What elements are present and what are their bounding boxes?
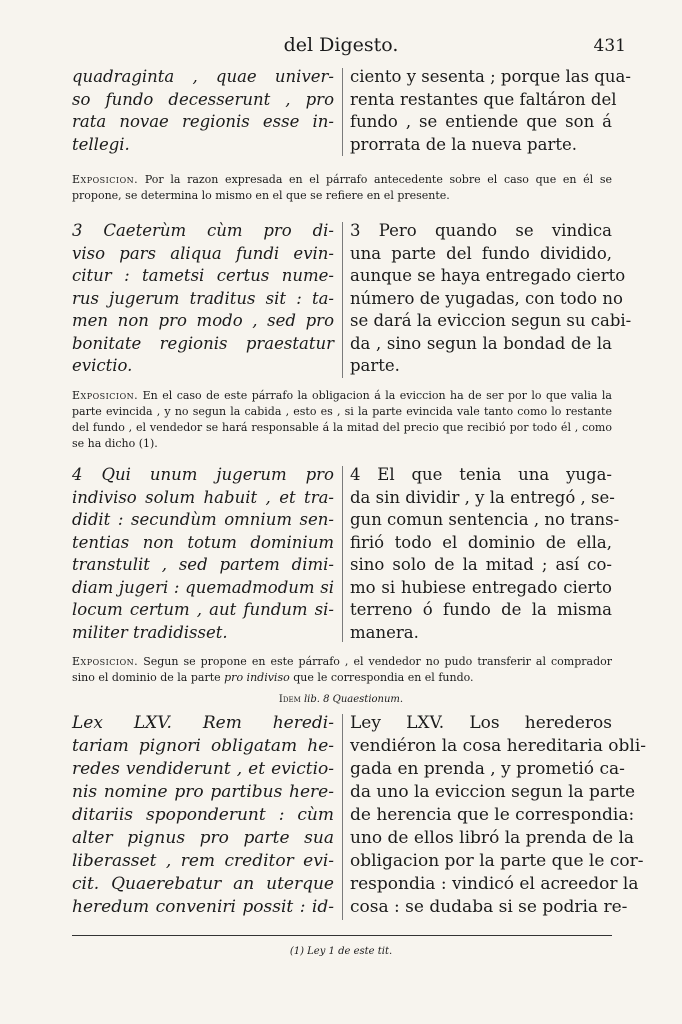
spanish-line: 4 El que tenia una yuga- xyxy=(350,465,612,484)
latin-line: didit : secundùm omnium sen- xyxy=(72,510,334,529)
running-title: del Digesto. xyxy=(283,34,399,56)
exposicion-italic: pro indiviso xyxy=(224,671,290,684)
latin-line: cit. Quaerebatur an uterque xyxy=(72,874,334,894)
exposicion-text: Por la razon expresada en el párrafo antecedente sobre el caso que en él se propone, se determina lo mismo en el que se refiere en el presente. xyxy=(72,173,613,202)
latin-text-1 xyxy=(72,66,334,156)
reference-book: lib. 8 xyxy=(303,694,330,705)
spanish-line: fundo , se entiende que son á xyxy=(350,112,612,131)
column-divider xyxy=(342,68,343,156)
latin-line: men non pro modo , sed pro xyxy=(72,311,334,330)
spanish-text-3 xyxy=(350,220,632,378)
spanish-line: cosa : se dudaba si se podria re- xyxy=(350,897,628,917)
spanish-line: gada en prenda , y prometió ca- xyxy=(350,759,625,779)
spanish-line: se dará la eviccion segun su cabi- xyxy=(350,311,632,330)
spanish-line: da , sino segun la bondad de la xyxy=(350,333,612,353)
exposicion-1 xyxy=(72,172,612,204)
spanish-line: número de yugadas, con todo no xyxy=(350,288,623,308)
spanish-text-4 xyxy=(350,464,620,644)
column-divider xyxy=(342,466,343,642)
latin-line: 3 Caeterùm cùm pro di- xyxy=(72,221,334,240)
exposicion-label: Exposicion. xyxy=(72,173,139,186)
exposicion-text: En el caso de este párrafo la obligacion á la eviccion ha de ser por lo que valia la parte evincida , y no segun la cabida , esto es , si la parte evincida vale tanto como lo restante del fundo , el vendedor se hará responsable á la mitad del precio que recibió por todo él , como se ha dicho (1). xyxy=(72,389,612,450)
source-reference xyxy=(0,694,682,705)
latin-line: viso pars aliqua fundi evin- xyxy=(72,243,334,263)
spanish-line: una parte del fundo dividido, xyxy=(350,243,612,263)
footnote-rule xyxy=(72,935,612,936)
exposicion-text: Segun se propone en este párrafo , el vendedor no pudo transferir al comprador sino el dominio de la parte xyxy=(72,655,612,684)
latin-text-lex-65 xyxy=(72,712,334,919)
spanish-line: respondia : vindicó el acreedor la xyxy=(350,874,639,894)
latin-line: rus jugerum traditus sit : ta- xyxy=(72,288,334,308)
exposicion-3 xyxy=(72,654,612,686)
latin-line: tellegi. xyxy=(72,134,130,154)
latin-line: bonitate regionis praestatur xyxy=(72,333,334,353)
column-divider xyxy=(342,714,343,920)
latin-line: ditariis spoponderunt : cùm xyxy=(72,805,334,825)
latin-line: diam jugeri : quemadmodum si xyxy=(72,577,334,597)
spanish-text-1 xyxy=(350,66,631,156)
spanish-line: renta restantes que faltáron del xyxy=(350,89,617,109)
spanish-line: de herencia que le correspondia: xyxy=(350,805,635,825)
latin-line: transtulit , sed partem dimi- xyxy=(72,555,334,574)
latin-line: tentias non totum dominium xyxy=(72,532,334,552)
latin-text-3 xyxy=(72,220,334,378)
reference-author: Idem xyxy=(278,694,301,705)
latin-line: nis nomine pro partibus here- xyxy=(72,782,334,802)
column-divider xyxy=(342,222,343,378)
exposicion-label: Exposicion. xyxy=(72,389,139,402)
spanish-line: terreno ó fundo de la misma xyxy=(350,600,612,619)
spanish-line: ciento y sesenta ; porque las qua- xyxy=(350,67,631,86)
latin-line: quadraginta , quae univer- xyxy=(72,67,334,86)
latin-line: alter pignus pro parte sua xyxy=(72,828,334,848)
spanish-line: gun comun sentencia , no trans- xyxy=(350,510,620,529)
footnote: (1) Ley 1 de este tit. xyxy=(289,946,393,957)
page-header xyxy=(0,34,682,60)
spanish-line: da sin dividir , y la entregó , se- xyxy=(350,487,615,507)
latin-line: citur : tametsi certus nume- xyxy=(72,266,334,285)
spanish-line: vendiéron la cosa hereditaria obli- xyxy=(350,736,647,756)
paragraph-pair-3 xyxy=(72,220,632,380)
latin-line: so fundo decesserunt , pro xyxy=(72,89,334,109)
latin-line: indiviso solum habuit , et tra- xyxy=(72,487,334,507)
spanish-line: da uno la eviccion segun la parte xyxy=(350,782,636,802)
spanish-line: sino solo de la mitad ; así co- xyxy=(350,555,612,574)
latin-line: Lex LXV. Rem heredi- xyxy=(72,713,334,733)
latin-line: locum certum , aut fundum si- xyxy=(72,600,334,619)
spanish-line: uno de ellos libró la prenda de la xyxy=(350,828,635,848)
latin-line: redes vendiderunt , et evictio- xyxy=(72,759,334,779)
spanish-text-ley-65 xyxy=(350,712,647,919)
latin-text-4 xyxy=(72,464,334,644)
latin-line: evictio. xyxy=(72,356,133,375)
spanish-line: firió todo el dominio de ella, xyxy=(350,532,612,552)
spanish-line: manera. xyxy=(350,622,419,642)
latin-line: liberasset , rem creditor evi- xyxy=(72,851,334,871)
latin-line: 4 Qui unum jugerum pro xyxy=(72,465,334,484)
latin-line: rata novae regionis esse in- xyxy=(72,112,334,131)
paragraph-pair-lex-65 xyxy=(72,712,647,922)
latin-line: tariam pignori obligatam he- xyxy=(72,736,334,756)
spanish-line: 3 Pero quando se vindica xyxy=(350,221,612,240)
spanish-line: mo si hubiese entregado cierto xyxy=(350,577,612,597)
exposicion-2 xyxy=(72,388,612,452)
latin-line: heredum conveniri possit : id- xyxy=(72,897,334,917)
spanish-line: Ley LXV. Los herederos xyxy=(350,713,612,733)
page-number: 431 xyxy=(593,36,626,56)
exposicion-label: Exposicion. xyxy=(72,655,139,668)
spanish-line: obligacion por la parte que le cor- xyxy=(350,851,644,871)
paragraph-pair-4 xyxy=(72,464,620,646)
spanish-line: prorrata de la nueva parte. xyxy=(350,134,577,154)
latin-line: militer tradidisset. xyxy=(72,622,228,642)
exposicion-text: que le correspondia en el fundo. xyxy=(293,671,474,684)
spanish-line: parte. xyxy=(350,356,400,375)
spanish-line: aunque se haya entregado cierto xyxy=(350,266,626,285)
paragraph-pair-1 xyxy=(72,66,631,158)
reference-work: Quaestionum. xyxy=(332,694,404,705)
